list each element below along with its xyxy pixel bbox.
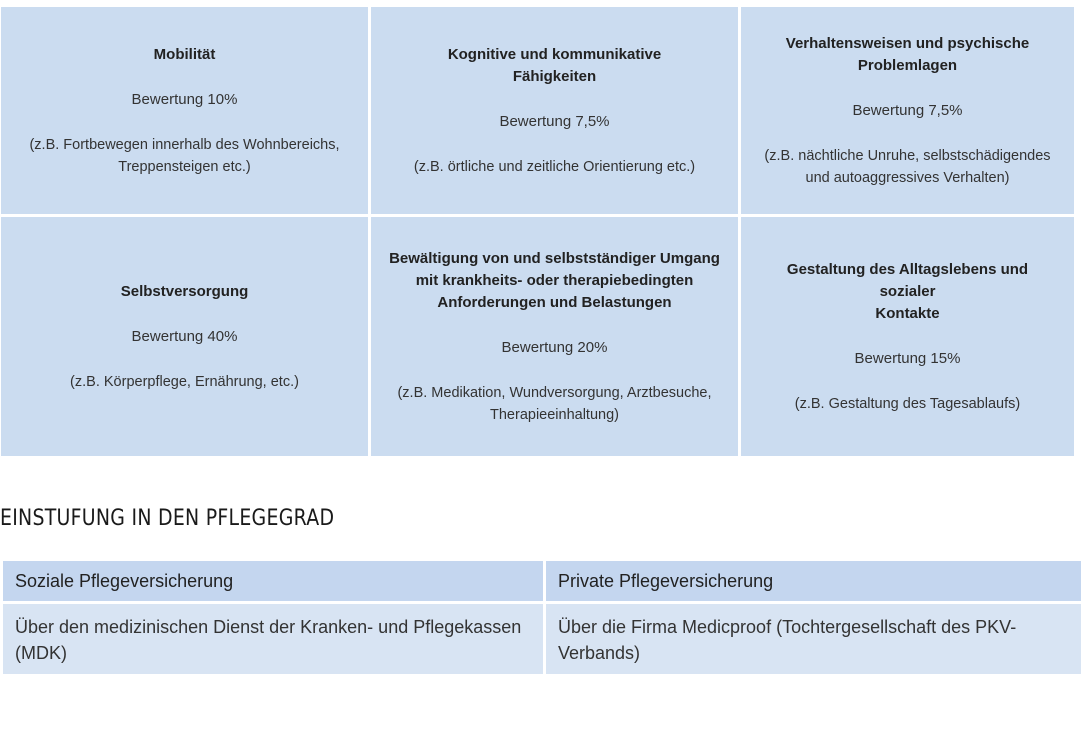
table-header-private: Private Pflegeversicherung	[546, 561, 1081, 601]
criterion-rating: Bewertung 15%	[854, 349, 961, 367]
criterion-self-care	[1, 217, 368, 456]
criterion-behavior	[741, 7, 1074, 214]
criterion-rating: Bewertung 20%	[501, 338, 608, 356]
assessment-criteria-grid	[1, 7, 1072, 457]
criterion-cognitive	[371, 7, 738, 214]
table-header-statutory: Soziale Pflegeversicherung	[3, 561, 543, 601]
criterion-illness-coping	[371, 217, 738, 456]
table-cell-statutory: Über den medizinischen Dienst der Kranken- und Pflegekassen (MDK)	[3, 604, 543, 674]
criterion-example: (z.B. örtliche und zeitliche Orientierung etc.)	[413, 158, 696, 175]
criterion-example: (z.B. Körperpflege, Ernährung, etc.)	[70, 373, 299, 390]
criterion-example: (z.B. nächtliche Unruhe, selbstschädigendes und autoaggressives Verhalten)	[764, 147, 1051, 186]
criterion-rating: Bewertung 7,5%	[852, 101, 963, 119]
criterion-rating: Bewertung 40%	[131, 327, 238, 345]
criterion-mobility	[1, 7, 368, 214]
insurance-table	[3, 561, 1081, 674]
table-cell-private: Über die Firma Medicproof (Tochtergesellschaft des PKV- Verbands)	[546, 604, 1081, 674]
section-heading: EINSTUFUNG IN DEN PFLEGEGRAD	[0, 506, 335, 531]
criterion-title: Mobilität	[153, 45, 216, 63]
criterion-daily-life	[741, 217, 1074, 456]
criterion-example: (z.B. Medikation, Wundversorgung, Arztbesuche, Therapieeinhaltung)	[397, 384, 712, 423]
criterion-title: Kognitive und kommunikative Fähigkeiten	[447, 45, 662, 85]
criterion-rating: Bewertung 7,5%	[499, 112, 610, 130]
criterion-title: Selbstversorgung	[120, 282, 249, 300]
criterion-example: (z.B. Gestaltung des Tagesablaufs)	[794, 395, 1021, 412]
criterion-title: Gestaltung des Alltagslebens und sozialer Kontakte	[786, 260, 1029, 322]
criterion-title: Verhaltensweisen und psychische Problemlagen	[785, 34, 1030, 74]
criterion-rating: Bewertung 10%	[131, 90, 238, 108]
criterion-title: Bewältigung von und selbstständiger Umgang mit krankheits- oder therapiebedingten Anforderungen und Belastungen	[389, 249, 720, 311]
criterion-example: (z.B. Fortbewegen innerhalb des Wohnbereichs, Treppensteigen etc.)	[29, 136, 340, 175]
